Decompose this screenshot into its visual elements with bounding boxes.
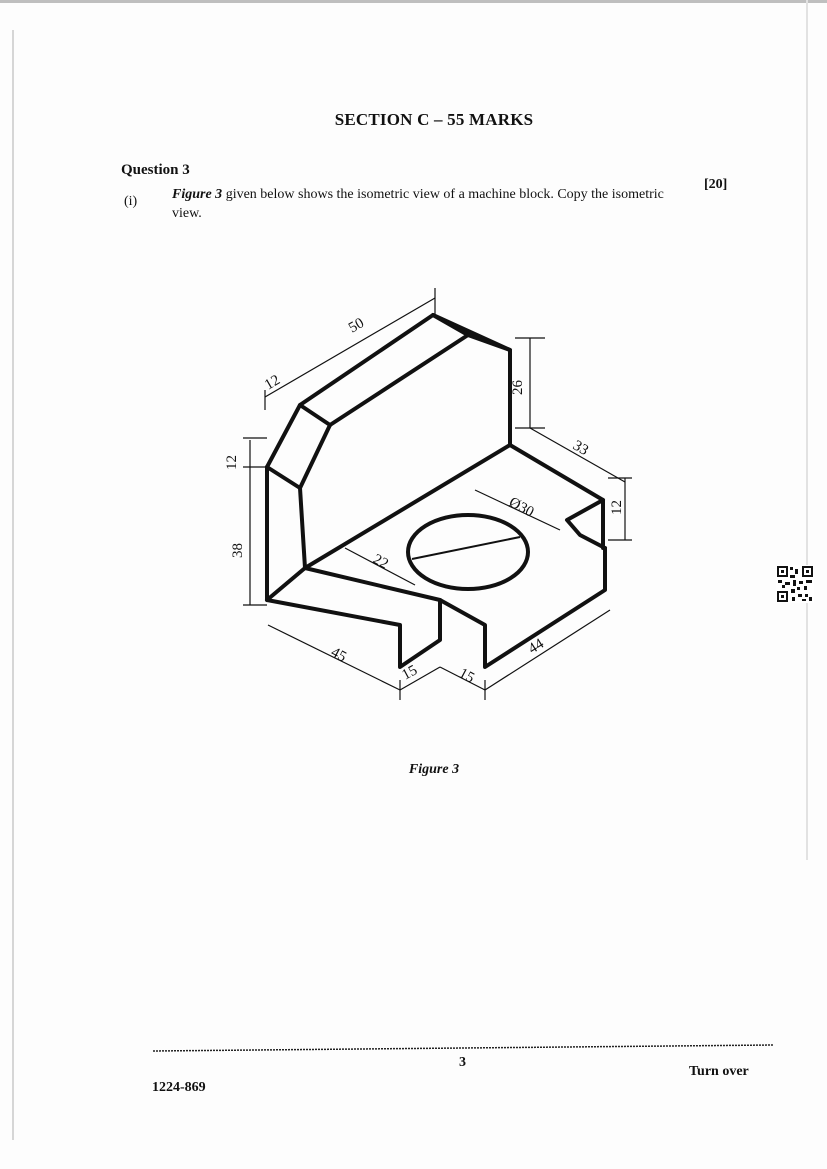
dim-15-left: 15	[399, 662, 421, 684]
qr-code-icon	[776, 565, 814, 603]
dim-44: 44	[525, 635, 547, 658]
dim-diameter-30: Ø30	[506, 494, 537, 521]
question-title: Question 3	[121, 162, 190, 178]
dimension-labels	[224, 315, 625, 686]
dim-50: 50	[346, 315, 367, 337]
dim-45: 45	[328, 644, 349, 666]
block-outline	[267, 315, 605, 667]
isometric-machine-block-figure	[200, 280, 650, 710]
hole-inner-edge	[412, 537, 520, 559]
dim-38: 38	[230, 543, 246, 558]
page-number: 3	[459, 1055, 466, 1070]
figure-reference: Figure 3	[172, 187, 223, 202]
question-text	[172, 185, 692, 223]
hole-ellipse	[408, 515, 528, 589]
paper-code: 1224-869	[152, 1080, 206, 1095]
dim-15-right: 15	[456, 665, 477, 687]
section-title: SECTION C – 55 MARKS	[334, 110, 534, 129]
question-marks: [20]	[704, 177, 728, 192]
dim-12-top: 12	[262, 372, 283, 394]
question-part-number: (i)	[124, 194, 138, 209]
footer-rule	[153, 1040, 773, 1052]
dim-26: 26	[510, 380, 526, 395]
scan-top-edge	[0, 0, 827, 3]
dim-22: 22	[370, 551, 391, 573]
scan-left-edge	[12, 30, 14, 1140]
dim-12-right: 12	[609, 500, 625, 515]
figure-caption: Figure 3	[408, 762, 460, 777]
dim-12-left: 12	[224, 455, 240, 470]
question-body: given below shows the isometric view of a machine block. Copy the isometric view.	[172, 187, 664, 221]
dim-33: 33	[570, 437, 591, 459]
turn-over-label: Turn over	[689, 1064, 749, 1079]
